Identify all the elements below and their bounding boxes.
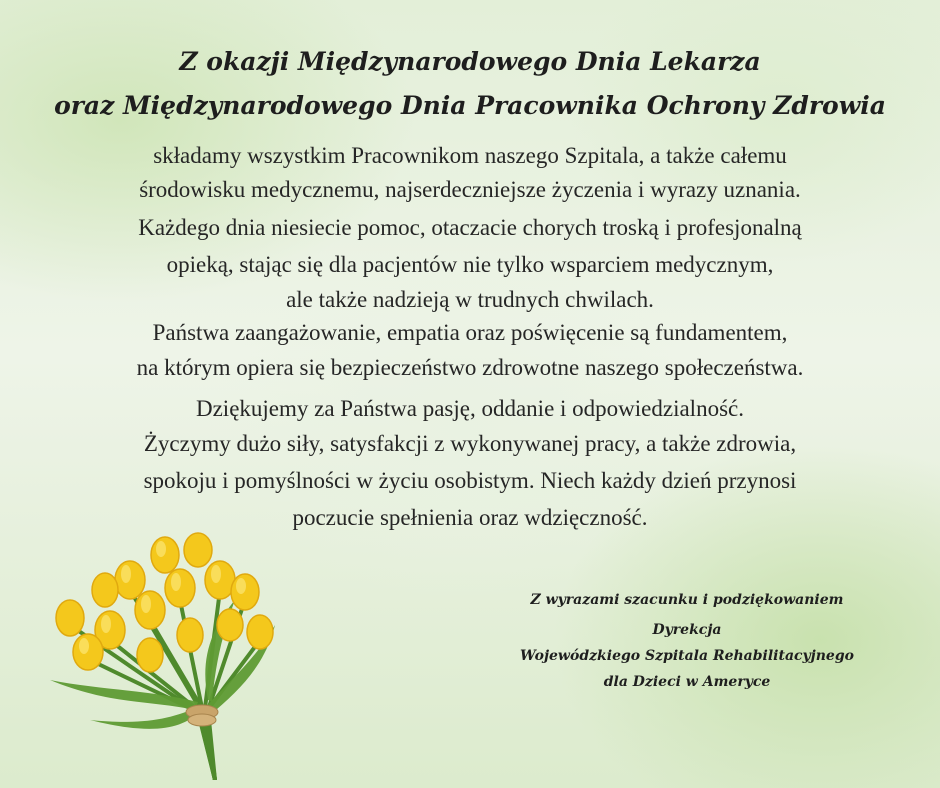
- body-line: opieką, stając się dla pacjentów nie tylko wsparciem medycznym,: [166, 252, 774, 277]
- body-line: Każdego dnia niesiecie pomoc, otaczacie chorych troską i profesjonalną: [138, 215, 802, 240]
- signature-greeting: Z wyrazami szacunku i podziękowaniem: [530, 592, 844, 608]
- body-line: Państwa zaangażowanie, empatia oraz poświęcenie są fundamentem,: [152, 320, 788, 345]
- body-line: na którym opiera się bezpieczeństwo zdrowotne naszego społeczeństwa.: [136, 355, 804, 380]
- body-line: ale także nadzieją w trudnych chwilach.: [286, 287, 654, 312]
- ribbon-tie: [186, 705, 218, 726]
- body-line: spokoju i pomyślności w życiu osobistym. Niech każdy dzień przynosi: [143, 468, 797, 493]
- signature-hospital-line-2: dla Dzieci w Ameryce: [603, 674, 771, 690]
- tulip-bouquet-image: [30, 530, 280, 780]
- signature-hospital-line-1: Wojewódzkiego Szpitala Rehabilitacyjnego: [520, 648, 854, 664]
- body-line: składamy wszystkim Pracownikom naszego Szpitala, a także całemu: [153, 143, 787, 168]
- signature-board: Dyrekcja: [652, 622, 722, 638]
- page-title-line-2: oraz Międzynarodowego Dnia Pracownika Ochrony Zdrowia: [54, 91, 886, 120]
- body-line: Dziękujemy za Państwa pasję, oddanie i odpowiedzialność.: [195, 396, 744, 421]
- body-line: środowisku medycznemu, najserdeczniejsze życzenia i wyrazy uznania.: [139, 177, 801, 202]
- page-title-line-1: Z okazji Międzynarodowego Dnia Lekarza: [179, 47, 761, 76]
- body-line: Życzymy dużo siły, satysfakcji z wykonywanej pracy, a także zdrowia,: [143, 431, 797, 456]
- body-line: poczucie spełnienia oraz wdzięczność.: [292, 505, 648, 530]
